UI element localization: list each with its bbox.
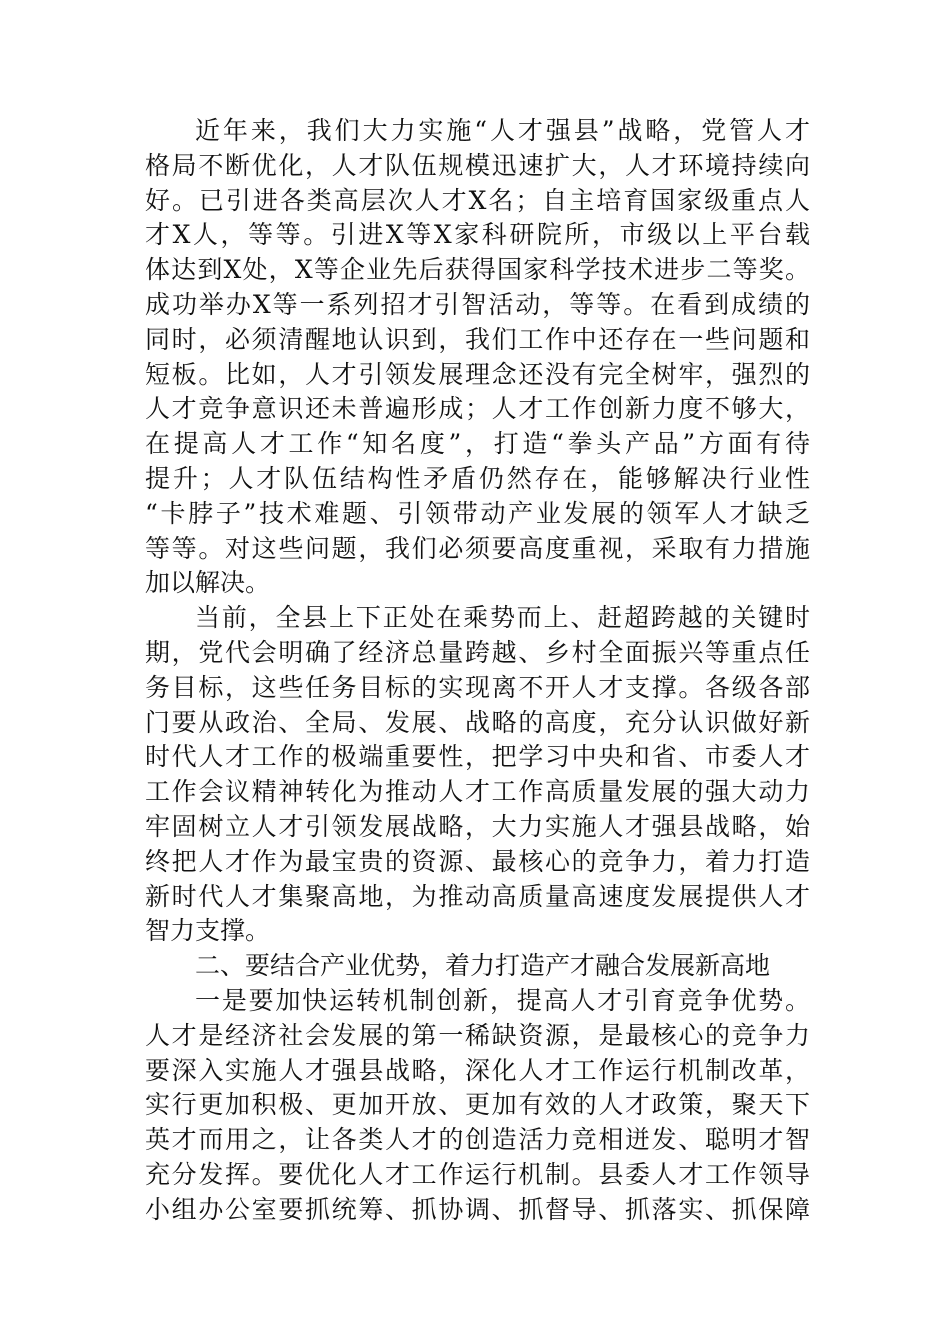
text-line: 近年来，我们大力实施“人才强县”战略，党管人才: [195, 116, 810, 145]
document-body: [145, 114, 810, 1228]
text-line: 好。已引进各类高层次人才X名；自主培育国家级重点人: [145, 185, 810, 215]
text-line: 人才竞争意识还未普遍形成；人才工作创新力度不够大，: [145, 394, 810, 424]
text-line: 要深入实施人才强县战略，深化人才工作运行机制改革，: [145, 1055, 810, 1085]
text-line: 提升；人才队伍结构性矛盾仍然存在，能够解决行业性: [145, 463, 810, 493]
text-line: “卡脖子”技术难题、引领带动产业发展的领军人才缺乏: [145, 498, 810, 528]
text-line: 人才是经济社会发展的第一稀缺资源，是最核心的竞争力: [145, 1020, 810, 1050]
text-line: 终把人才作为最宝贵的资源、最核心的竞争力，着力打造: [145, 846, 810, 876]
text-line: 小组办公室要抓统筹、抓协调、抓督导、抓落实、抓保障: [145, 1194, 810, 1224]
text-line: 加以解决。: [145, 568, 271, 598]
text-line: 充分发挥。要优化人才工作运行机制。县委人才工作领导: [145, 1159, 810, 1189]
section-heading: [145, 949, 810, 984]
text-line: 体达到X处，X等企业先后获得国家科学技术进步二等奖。: [145, 255, 810, 285]
text-line: 期，党代会明确了经济总量跨越、乡村全面振兴等重点任: [145, 637, 810, 667]
text-line: 英才而用之，让各类人才的创造活力竞相迸发、聪明才智: [145, 1125, 810, 1155]
text-line: 时代人才工作的极端重要性，把学习中央和省、市委人才: [145, 742, 810, 772]
paragraph-mechanism-innovation: [145, 984, 810, 1228]
text-line: 在提高人才工作“知名度”，打造“拳头产品”方面有待: [145, 429, 810, 459]
text-line: 才X人，等等。引进X等X家科研院所，市级以上平台载: [145, 220, 810, 250]
text-line: 务目标，这些任务目标的实现离不开人才支撑。各级各部: [145, 672, 810, 702]
text-line: 智力支撑。: [145, 916, 271, 946]
paragraph-talent-strategy-achievements: [145, 114, 810, 601]
text-line: 格局不断优化，人才队伍规模迅速扩大，人才环境持续向: [145, 150, 810, 180]
text-line: 当前，全县上下正处在乘势而上、赶超跨越的关键时: [195, 603, 810, 633]
text-line: 短板。比如，人才引领发展理念还没有完全树牢，强烈的: [145, 359, 810, 389]
text-line: 同时，必须清醒地认识到，我们工作中还存在一些问题和: [145, 324, 810, 354]
text-line: 牢固树立人才引领发展战略，大力实施人才强县战略，始: [145, 811, 810, 841]
heading-line: 二、要结合产业优势，着力打造产才融合发展新高地: [195, 951, 771, 981]
text-line: 门要从政治、全局、发展、战略的高度，充分认识做好新: [145, 707, 810, 737]
paragraph-current-situation: [145, 601, 810, 949]
text-line: 等等。对这些问题，我们必须要高度重视，采取有力措施: [145, 533, 810, 563]
text-line: 成功举办X等一系列招才引智活动，等等。在看到成绩的: [145, 289, 810, 319]
text-line: 实行更加积极、更加开放、更加有效的人才政策，聚天下: [145, 1090, 810, 1120]
text-line: 一是要加快运转机制创新，提高人才引育竞争优势。: [195, 985, 810, 1015]
text-line: 工作会议精神转化为推动人才工作高质量发展的强大动力: [145, 777, 810, 807]
text-line: 新时代人才集聚高地，为推动高质量高速度发展提供人才: [145, 881, 810, 911]
